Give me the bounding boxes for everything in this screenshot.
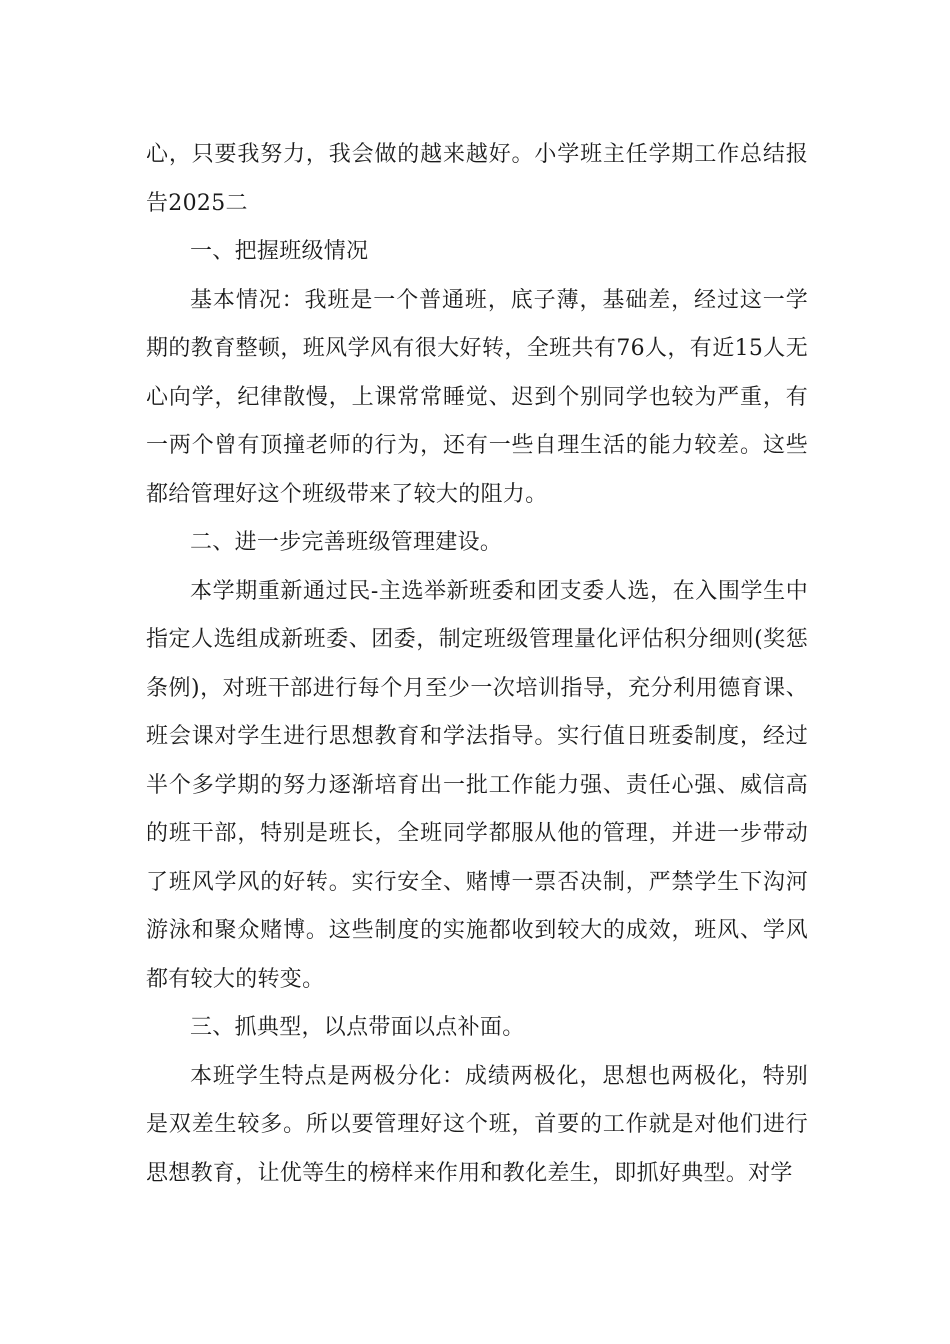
document-body xyxy=(146,131,808,1198)
section-heading-1: 一、把握班级情况 xyxy=(190,239,369,264)
paragraph-basic-situation: 基本情况：我班是一个普通班，底子薄，基础差，经过这一学期的教育整顿，班风学风有很大好转，全班共有76人，有近15人无心向学，纪律散慢，上课常常睡觉、迟到个别同学也较为严重，有一两个曾有顶撞老师的行为，还有一些自理生活的能力较差。这些都给管理好这个班级带来了较大的阻力。 xyxy=(146,287,808,507)
paragraph-typical-students: 本班学生特点是两极分化：成绩两极化，思想也两极化，特别是双差生较多。所以要管理好这个班，首要的工作就是对他们进行思想教育，让优等生的榜样来作用和教化差生，即抓好典型。对学 xyxy=(146,1063,808,1186)
paragraph-continued: 心，只要我努力，我会做的越来越好。小学班主任学期工作总结报告2025二 xyxy=(146,142,808,216)
paragraph-class-management: 本学期重新通过民-主选举新班委和团支委人选，在入围学生中指定人选组成新班委、团委，制定班级管理量化评估积分细则(奖惩条例)，对班干部进行每个月至少一次培训指导，充分利用德育课、班会课对学生进行思想教育和学法指导。实行值日班委制度，经过半个多学期的努力逐渐培育出一批工作能力强、责任心强、威信高的班干部，特别是班长，全班同学都服从他的管理，并进一步带动了班风学风的好转。实行安全、赌博一票否决制，严禁学生下沟河游泳和聚众赌博。这些制度的实施都收到较大的成效，班风、学风都有较大的转变。 xyxy=(146,578,808,992)
section-heading-3: 三、抓典型，以点带面以点补面。 xyxy=(190,1015,525,1040)
section-heading-2: 二、进一步完善班级管理建设。 xyxy=(190,530,503,555)
